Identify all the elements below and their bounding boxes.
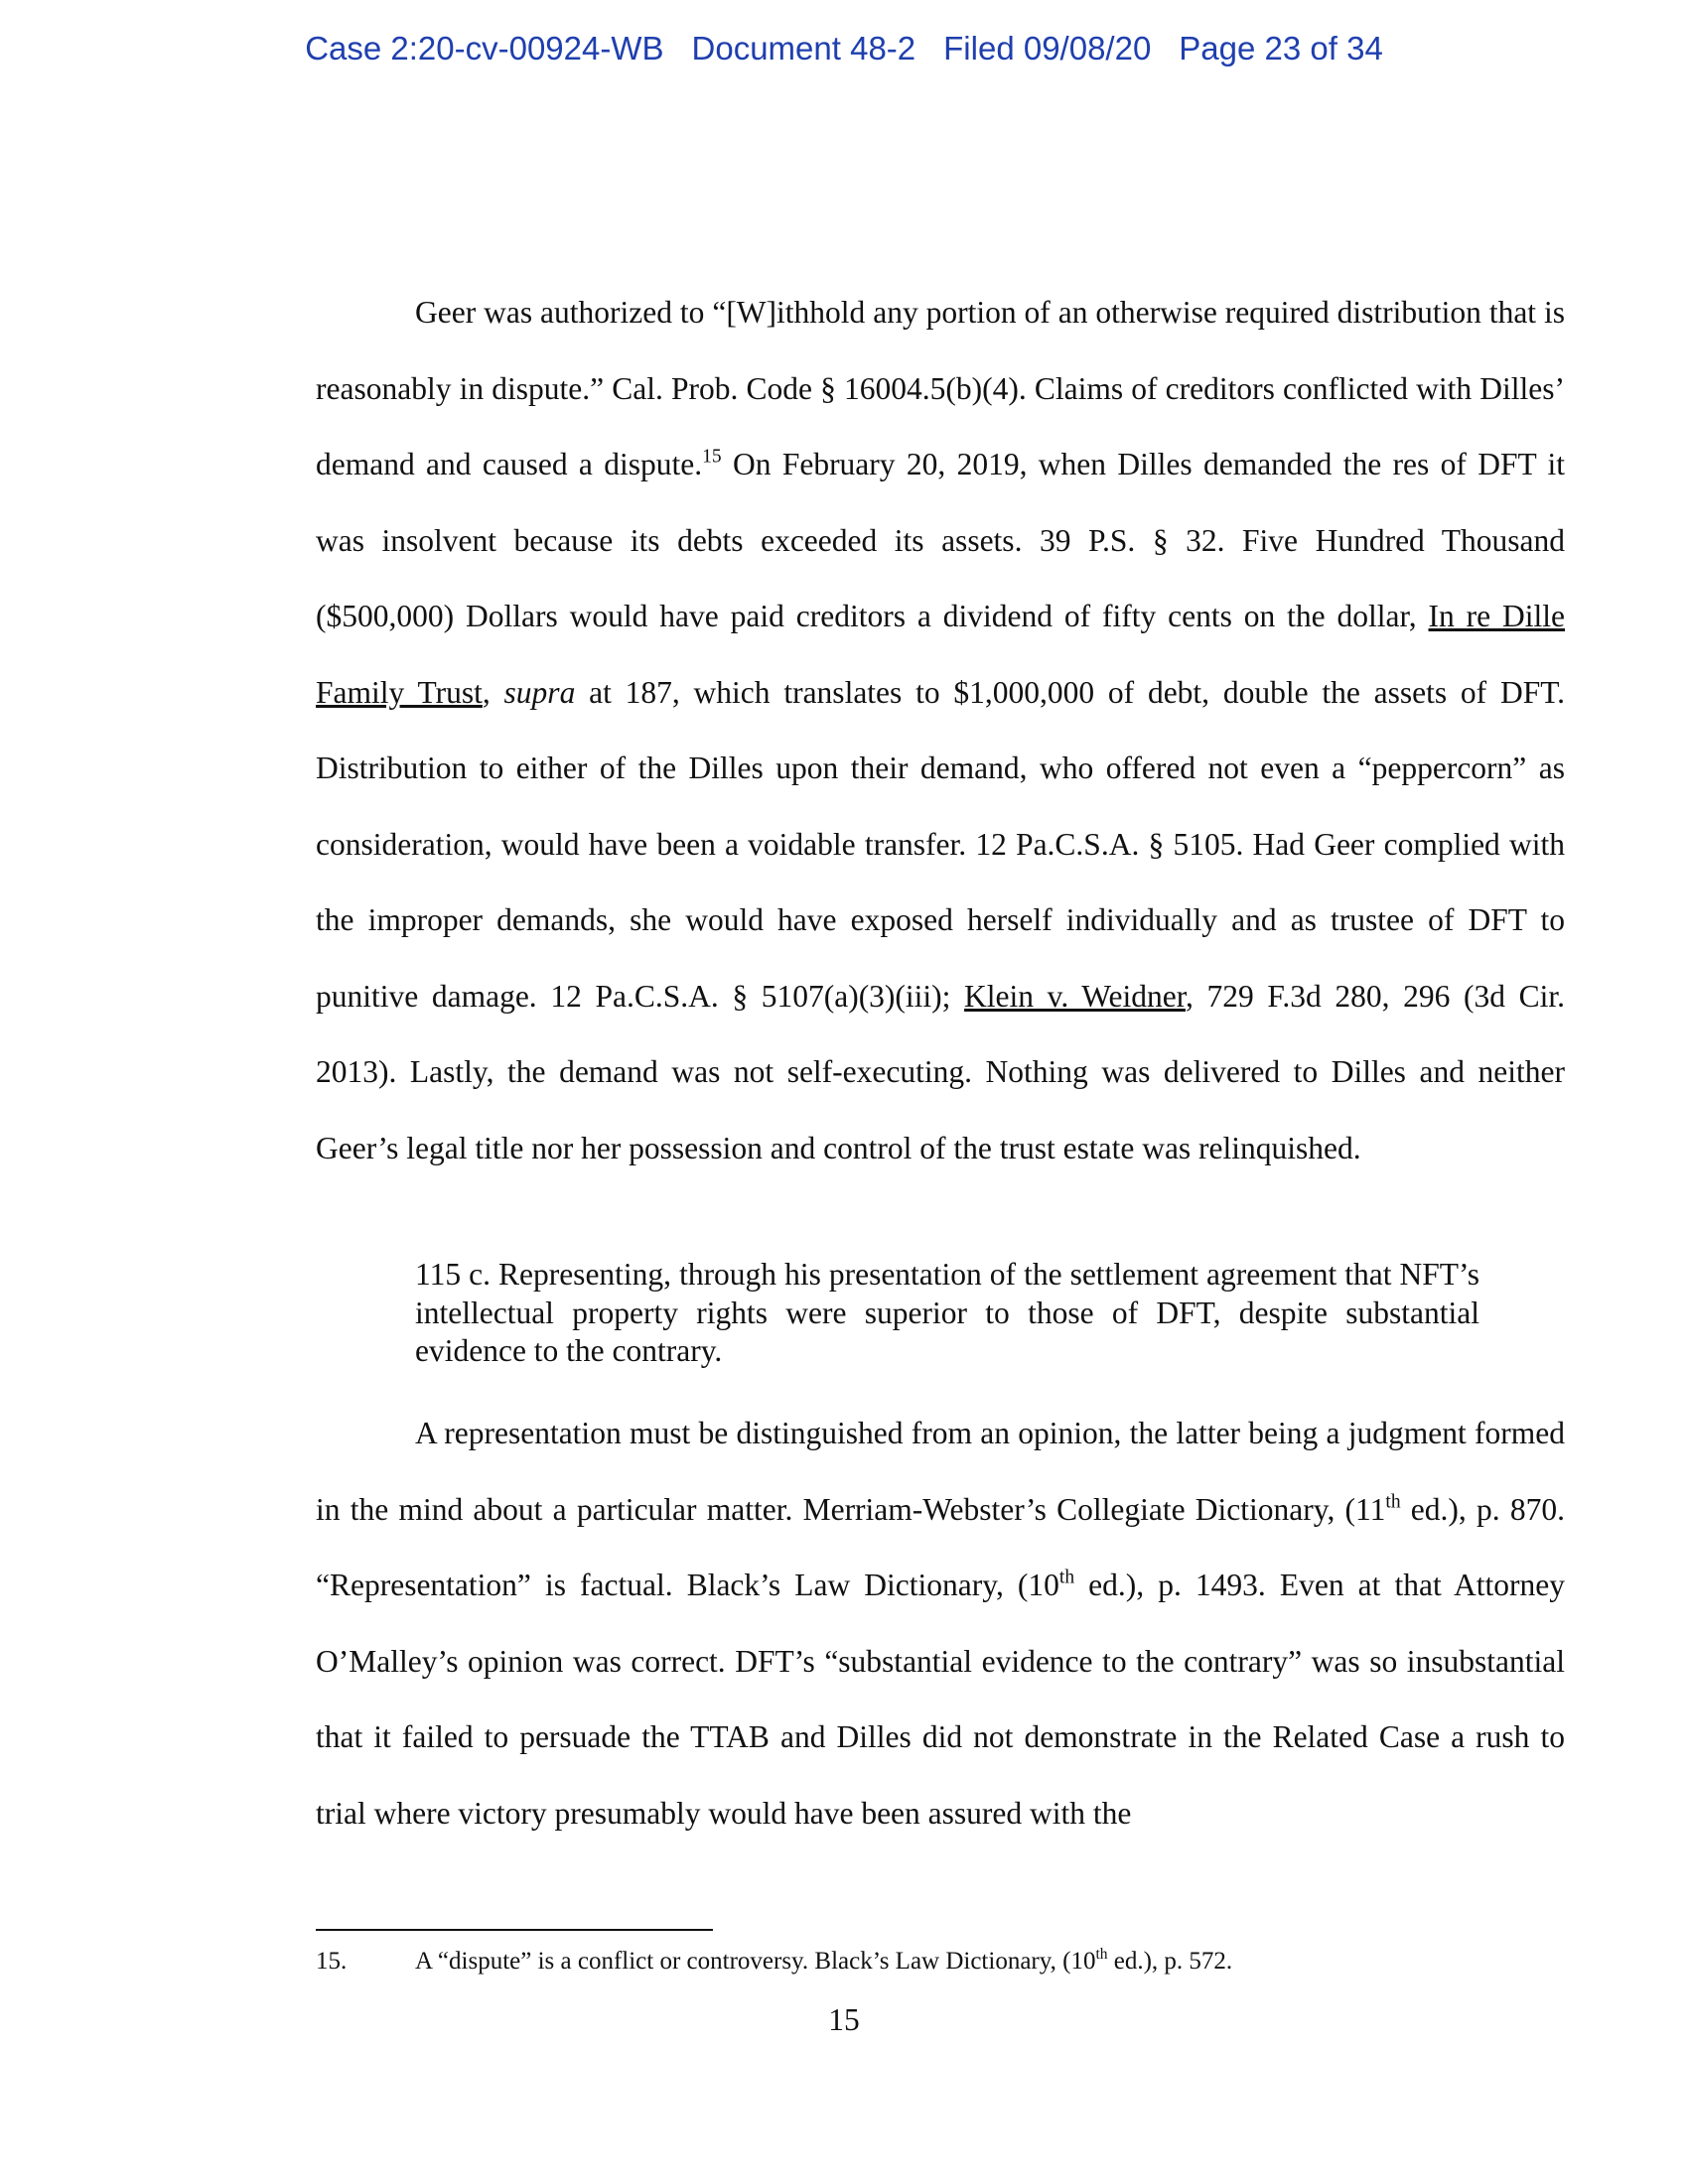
header-case-number: Case 2:20-cv-00924-WB [305,30,664,67]
superscript-th: th [1385,1490,1401,1512]
header-filed-date: Filed 09/08/20 [943,30,1152,67]
footnote-reference: 15 [702,446,722,468]
header-page-count: Page 23 of 34 [1179,30,1383,67]
para1-text-2: On February 20, 2019, when Dilles demanded the res of DFT it was insolvent because its debts exceeded its assets. 39 P.S. § 32. Five Hundred Thousand ($500,000) Dollars would have paid creditors a dividend of fifty cents on the dollar, [316,447,1566,633]
supra-signal: supra [503,674,576,710]
body-paragraph-1 [316,275,1565,1186]
filing-header [0,30,1688,68]
superscript-th: th [1058,1567,1075,1588]
footnote-number: 15. [316,1948,348,1975]
block-quote-allegation: 115 c. Representing, through his presentation of the settlement agreement that NFT’s intellectual property rights were superior to those of DFT, despite substantial evidence to the contrary. [415,1257,1479,1368]
case-citation-klein: Klein v. Weidner [964,978,1186,1014]
case-citation-dille: In re Dille Family Trust [316,599,1566,710]
para1-text-1: Geer was authorized to “[W]ithhold any portion of an otherwise required distribution that is reasonably in dispute.” Cal. Prob. Code § 16004.5(b)(4). Claims of creditors conflicted with Dilles’ demand and caused a dispute. [316,295,1565,481]
footnote-text-1: A “dispute” is a conflict or controversy. Black’s Law Dictionary, (10 [415,1948,1096,1975]
para2-text-3: ed.), p. 1493. Even at that Attorney O’Malley’s opinion was correct. DFT’s “substantial evidence to the contrary” was so insubstantial that it failed to persuade the TTAB and Dilles did not demonstrate in the Related Case a rush to trial where victory presumably would have been assured with the [316,1568,1566,1831]
footnote-divider [316,1929,713,1931]
footnote-text-2: ed.), p. 572. [1107,1948,1233,1975]
para2-text-1: A representation must be distinguished from an opinion, the latter being a judgment formed in the mind about a particular matter. Merriam-Webster’s Collegiate Dictionary, (11 [316,1416,1565,1527]
page-number: 15 [828,2002,860,2037]
superscript-th: th [1095,1945,1108,1963]
header-document: Document 48-2 [691,30,916,67]
footnote-15 [316,1946,1565,1978]
para1-text-3: , [482,674,504,710]
para1-text-5: , 729 F.3d 280, 296 (3d Cir. 2013). Lastly, the demand was not self-executing. Nothing was delivered to Dilles and neither Geer’s legal title nor her possession and control of the trust estate was relinquished. [316,978,1565,1165]
para1-text-4: at 187, which translates to $1,000,000 of debt, double the assets of DFT. Distribution to either of the Dilles upon their demand, who offered not even a “peppercorn” as consideration, would have been a voidable transfer. 12 Pa.C.S.A. § 5105. Had Geer complied with the improper demands, she would have exposed herself individually and as trustee of DFT to punitive damage. 12 Pa.C.S.A. § 5107(a)(3)(iii); [316,674,1566,1014]
para2-text-2: ed.), p. 870. “Representation” is factual. Black’s Law Dictionary, (10 [316,1491,1565,1602]
body-paragraph-2 [316,1396,1565,1851]
